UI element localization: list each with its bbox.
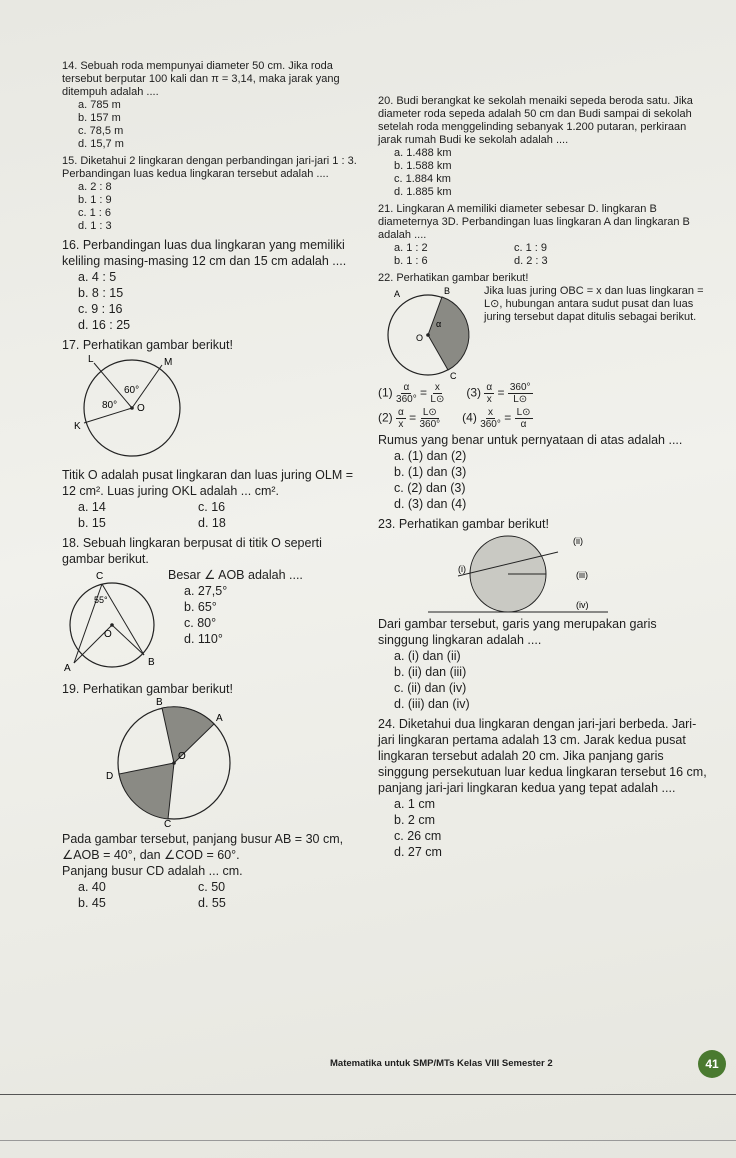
label-a: A (64, 663, 71, 674)
formula-3: (3) $\frac{\alpha}{x}$ = $\frac{360^\circ}{L⊙}$ (466, 382, 531, 405)
formula-2: (2) $\frac{\alpha}{x}$ = $\frac{L⊙}{360^\circ}$ (378, 407, 441, 430)
radius-ob (112, 625, 144, 655)
label-o: O (416, 333, 424, 343)
question-15: 15. Diketahui 2 lingkaran dengan perbandingan jari-jari 1 : 3. Perbandingan luas kedua lingkaran tersebut adalah .... a. 2 : 8 b. 1 : 9 c. 1 : 6 d. 1 : 3 (62, 155, 357, 232)
question-17: 17. Perhatikan gambar berikut! L M K O 60° 80° Titik O adalah pusat lingkaran dan luas juring OLM = 12 cm². Luas juring OKL adalah ... cm². a. 14 c. 16 b. 15 d. 18 (62, 338, 354, 530)
figure-22-circle (378, 285, 478, 380)
label-iv: (iv) (576, 600, 589, 610)
label-b: B (444, 286, 451, 296)
angle-80: 80° (102, 400, 118, 411)
sector-obc (428, 297, 469, 370)
angle-55: 55° (94, 595, 108, 605)
label-o: O (178, 751, 186, 762)
label-ii: (ii) (573, 536, 583, 546)
formula-row-2 (378, 407, 708, 430)
question-20: 20. Budi berangkat ke sekolah menaiki sepeda beroda satu. Jika diameter roda sepeda adalah 50 cm dan Budi sampai di sekolah setelah roda menggelinding sebanyak 1.200 putaran, perkiraan jarak rumah Budi ke sekolah adalah .... a. 1.488 km b. 1.588 km c. 1.884 km d. 1.885 km (378, 95, 693, 198)
formula-row-1 (378, 382, 708, 405)
chord-cb (102, 584, 144, 655)
formula-4: (4) $\frac{x}{360^\circ}$ = $\frac{L⊙}{\alpha}$ (462, 407, 531, 430)
figure-23-circle (418, 532, 618, 612)
label-iii: (iii) (576, 570, 588, 580)
question-21: 21. Lingkaran A memiliki diameter sebesar D. lingkaran B diameternya 3D. Perbandingan luas lingkaran A dan lingkaran B adalah .... a. 1 : 2 c. 1 : 9 b. 1 : 6 d. 2 : 3 (378, 203, 690, 267)
question-23: 23. Perhatikan gambar berikut! (ii) (i) (iii) (iv) Dari gambar tersebut, garis yang merupakan garis singgung lingkaran adalah .... a. (i) dan (ii) b. (ii) dan (iii) c. (ii) dan (iv) d. (iii) dan (iv) (378, 517, 657, 711)
angle-60: 60° (124, 385, 140, 396)
label-c: C (450, 371, 457, 381)
label-k: K (74, 421, 81, 432)
question-14: 14. Sebuah roda mempunyai diameter 50 cm. Jika roda tersebut berputar 100 kali dan π = 3,14, maka jarak yang ditempuh adalah .... a. 785 m b. 157 m c. 78,5 m d. 15,7 m (62, 60, 340, 150)
center-point (110, 623, 114, 627)
label-i: (i) (458, 564, 466, 574)
sector-cod (119, 763, 174, 819)
question-16: 16. Perbandingan luas dua lingkaran yang memiliki keliling masing-masing 12 cm dan 15 cm adalah .... a. 4 : 5 b. 8 : 15 c. 9 : 16 d. 16 : 25 (62, 238, 347, 332)
label-m: M (164, 357, 173, 368)
label-o: O (137, 403, 145, 414)
question-22: 22. Perhatikan gambar berikut! A B C O α Jika luas juring OBC = x dan luas lingkaran = L⊙, hubungan antara sudut pusat dan luas juring tersebut dapat ditulis sebagai berikut. (1) $\frac{\alpha}{360^\circ}$ = $\frac{x}{L⊙}$ (3) $\frac{\alpha}{x}$ = $\frac{360^\circ}{L⊙}$ (2) $\frac{\alpha}{x}$ = $\frac{L⊙}{360^\circ}$ (4) $\frac{x}{360^\circ}$ = $\frac{L⊙}{\alpha}$ Rumus yang benar untuk pernyataan di atas adalah .... a. (1) dan (2) b. (1) dan (3) c. (2) dan (3) d. (3) dan (4) (378, 272, 708, 512)
figure-19-circle (102, 697, 252, 830)
center-point (130, 406, 134, 410)
footer-title: Matematika untuk SMP/MTs Kelas VIII Semester 2 (330, 1058, 553, 1069)
label-b: B (148, 657, 155, 668)
figure-18-circle (62, 567, 162, 677)
label-b: B (156, 697, 163, 708)
label-l: L (88, 354, 94, 365)
sector-aob (162, 707, 214, 763)
label-c: C (164, 819, 172, 830)
left-column (62, 60, 362, 915)
formula-1: (1) $\frac{\alpha}{360^\circ}$ = $\frac{x}{L⊙}$ (378, 382, 445, 405)
label-a: A (394, 289, 401, 299)
label-o: O (104, 629, 112, 640)
label-d: D (106, 771, 114, 782)
question-24: 24. Diketahui dua lingkaran dengan jari-jari berbeda. Jari-jari lingkaran pertama adalah 13 cm. Jarak kedua pusat lingkaran tersebut adalah 20 cm. Jika panjang garis singgung persekutuan luar kedua lingkaran tersebut 16 cm, panjang jari-jari lingkaran kedua yang tepat adalah .... a. 1 cm b. 2 cm c. 26 cm d. 27 cm (378, 717, 707, 859)
label-c: C (96, 571, 104, 582)
question-18: 18. Sebuah lingkaran berpusat di titik O seperti gambar berikut. C A B O 55° Besar ∠ AOB adalah .... a. 27,5° b. 65° c. 80° d. 110° (62, 535, 362, 677)
right-column (378, 95, 708, 864)
center-point (426, 333, 430, 337)
question-19: 19. Perhatikan gambar berikut! B A D C O Pada gambar tersebut, panjang busur AB = 30 cm, ∠AOB = 40°, dan ∠COD = 60°. Panjang busur CD adalah ... cm. a. 40 c. 50 b. 45 d. 55 (62, 682, 344, 910)
page-number: 41 (698, 1050, 726, 1078)
divider (0, 1094, 736, 1095)
figure-17-circle (62, 353, 192, 463)
center-point (172, 761, 176, 765)
divider-bottom (0, 1140, 736, 1141)
label-alpha: α (436, 319, 442, 329)
label-a: A (216, 713, 223, 724)
